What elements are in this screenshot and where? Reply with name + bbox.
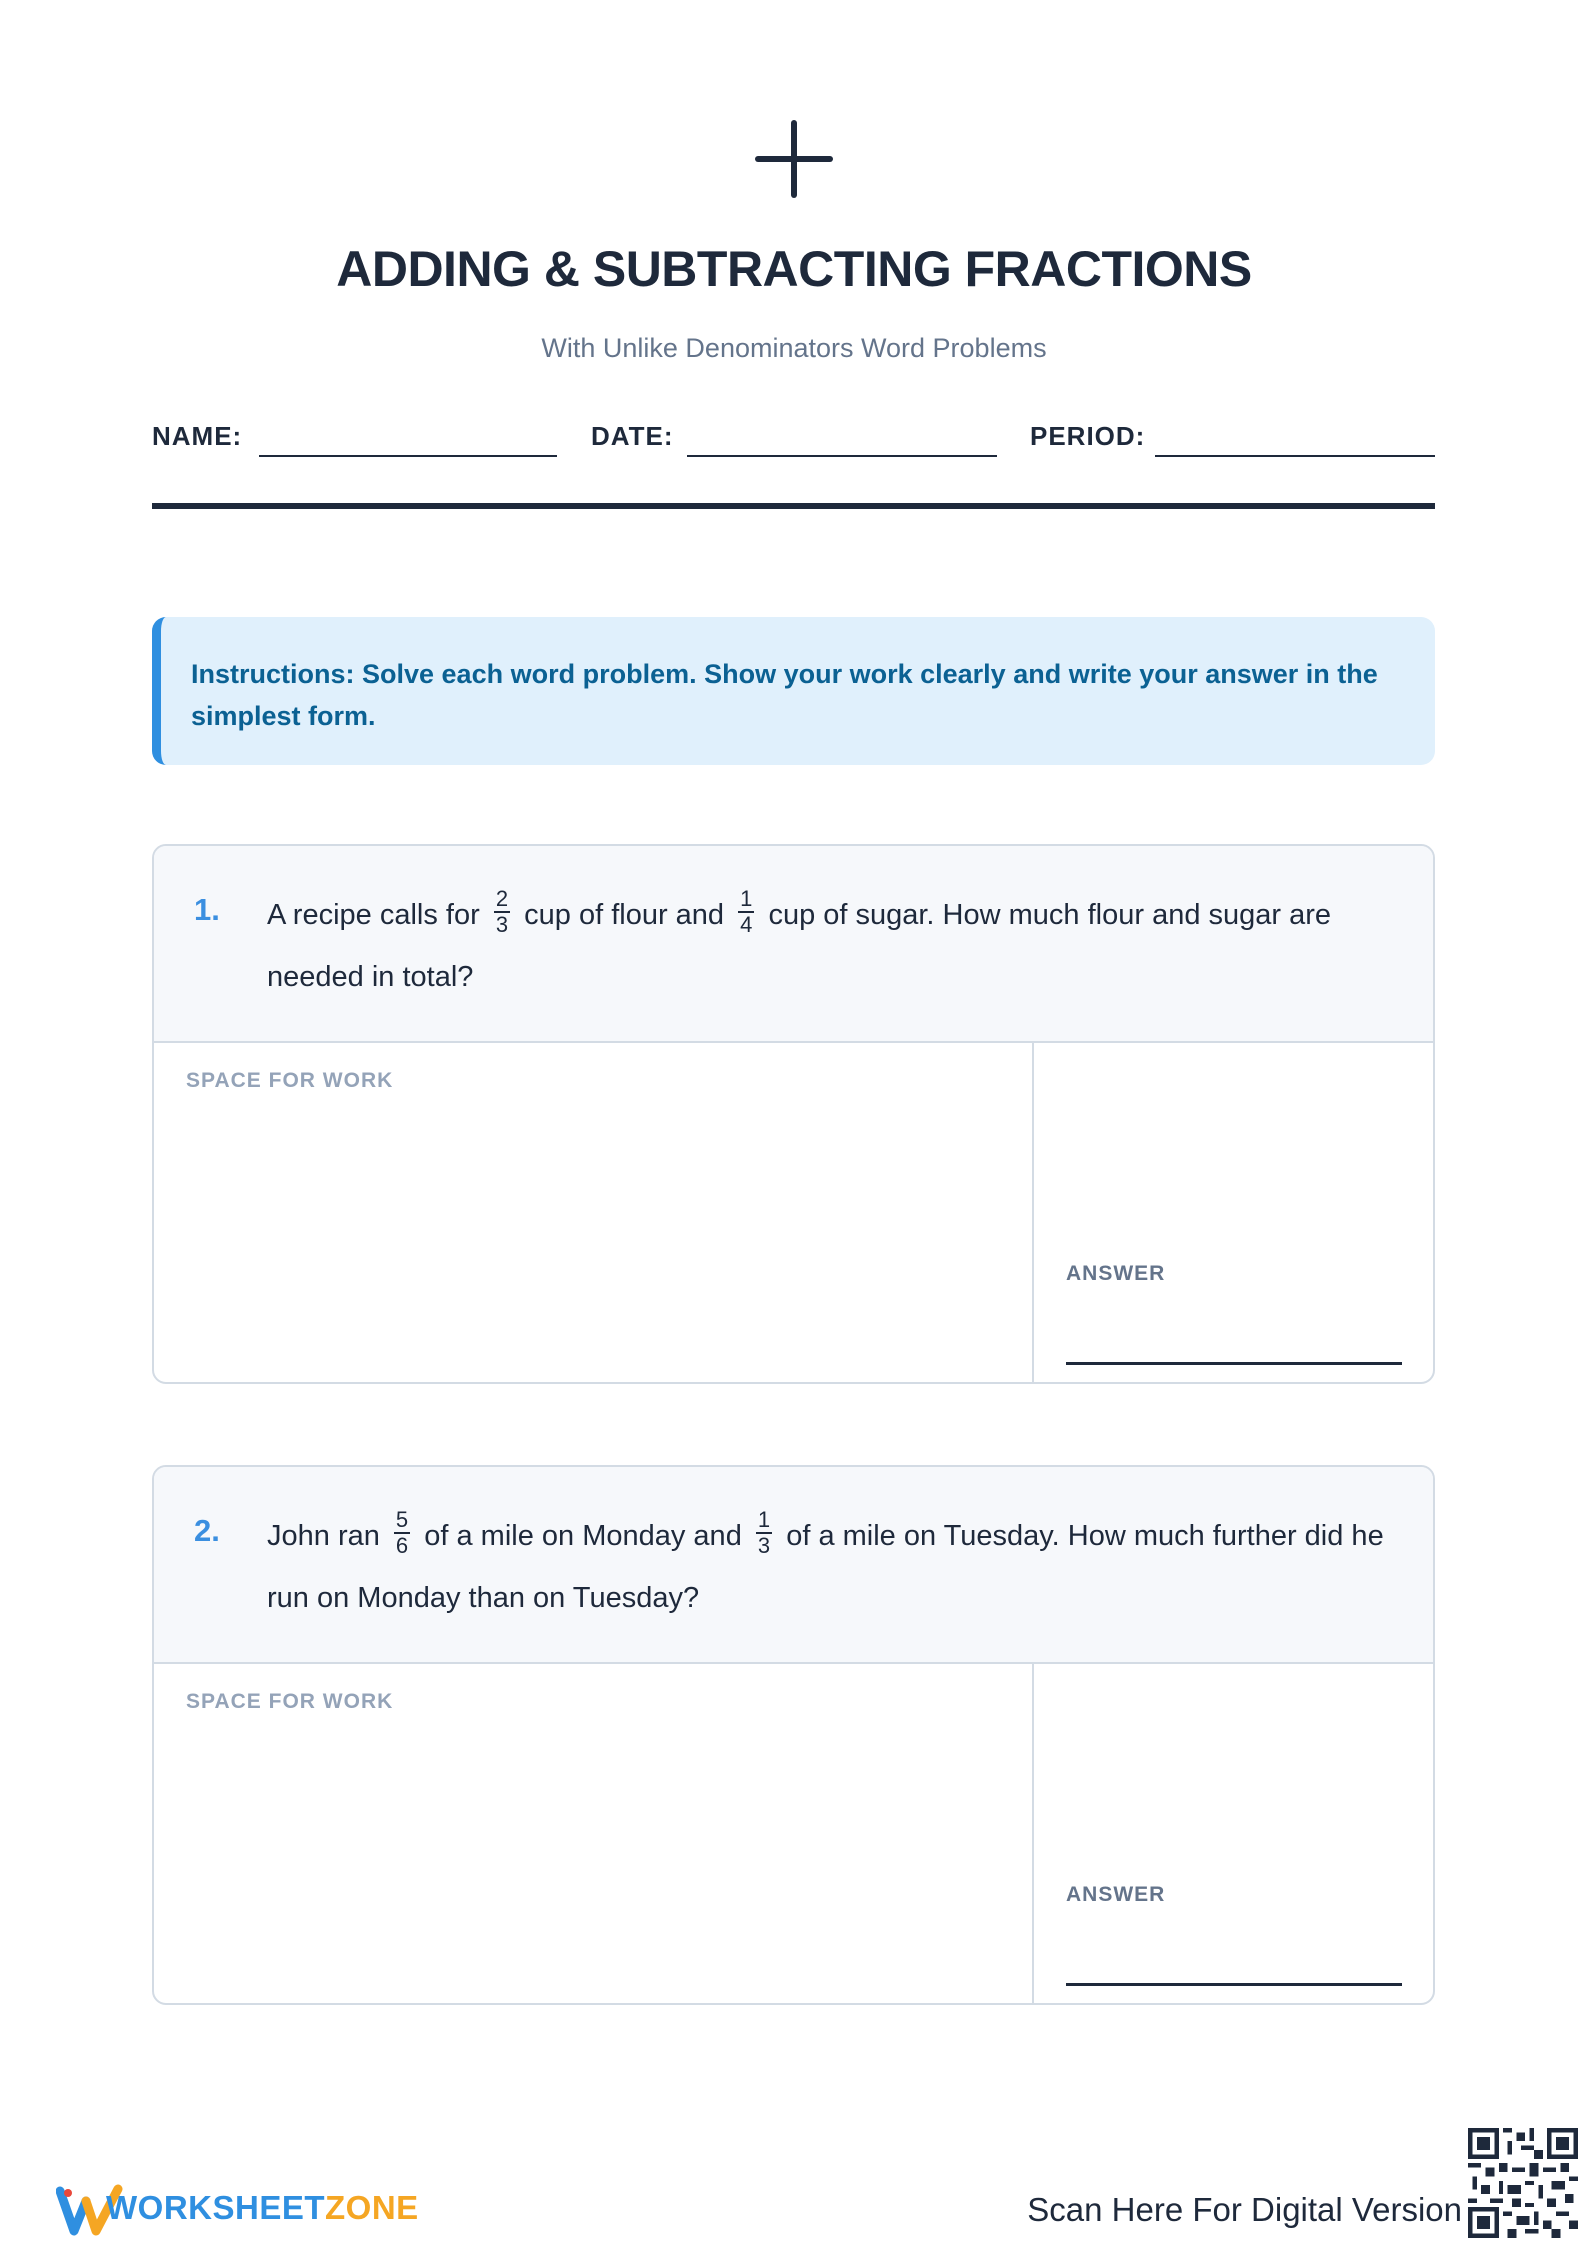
problem-header	[154, 846, 1433, 1043]
worksheet-subtitle: With Unlike Denominators Word Problems	[541, 333, 1047, 363]
work-space[interactable]	[154, 1043, 1034, 1384]
scan-text: Scan Here For Digital Version	[1027, 2191, 1462, 2228]
brand-name-part2: ZONE	[325, 2189, 419, 2226]
answer-area	[1034, 1664, 1435, 2005]
answer-label: ANSWER	[1066, 1262, 1166, 1285]
fraction	[738, 887, 754, 937]
problem-text	[267, 884, 1397, 1008]
worksheet-title: ADDING & SUBTRACTING FRACTIONS	[336, 241, 1252, 297]
answer-field[interactable]	[1066, 1983, 1402, 1986]
problem-text-part: cup of sugar. How much flour and sugar are needed in total?	[267, 899, 1332, 993]
problem-text-part: John ran	[267, 1520, 380, 1552]
period-label: PERIOD:	[1030, 421, 1146, 451]
work-label: SPACE FOR WORK	[186, 1069, 394, 1092]
name-label: NAME:	[152, 421, 243, 451]
fraction-denominator: 3	[757, 1533, 771, 1559]
problem-card-2	[152, 1465, 1435, 2005]
fraction-numerator: 2	[495, 886, 509, 912]
problem-number: 1.	[194, 892, 220, 927]
name-field[interactable]	[259, 455, 557, 457]
fraction	[494, 887, 510, 937]
date-label: DATE:	[591, 421, 674, 451]
answer-label: ANSWER	[1066, 1883, 1166, 1906]
problem-number: 2.	[194, 1513, 220, 1548]
work-label: SPACE FOR WORK	[186, 1690, 394, 1713]
fraction-numerator: 5	[395, 1507, 409, 1533]
problem-text	[267, 1505, 1397, 1629]
answer-area	[1034, 1043, 1435, 1384]
answer-field[interactable]	[1066, 1362, 1402, 1365]
fraction-denominator: 6	[395, 1533, 409, 1559]
problem-text-part: of a mile on Monday and	[424, 1520, 742, 1552]
fraction-numerator: 1	[757, 1507, 771, 1533]
brand-name-part1: WORKSHEET	[106, 2189, 325, 2226]
work-space[interactable]	[154, 1664, 1034, 2005]
date-field[interactable]	[687, 455, 997, 457]
fraction-numerator: 1	[740, 886, 753, 912]
fraction-denominator: 3	[495, 912, 509, 938]
instructions-text: Instructions: Solve each word problem. Show your work clearly and write your answer in the simplest form.	[191, 659, 1378, 731]
problem-text-part: of a mile on Tuesday. How much further did he run on Monday than on Tuesday?	[267, 1520, 1384, 1614]
fraction-denominator: 4	[740, 912, 753, 938]
period-field[interactable]	[1155, 455, 1435, 457]
problem-text-part: cup of flour and	[524, 899, 725, 931]
problem-card-1	[152, 844, 1435, 1384]
qr-code-icon[interactable]	[1468, 2128, 1578, 2238]
plus-icon	[754, 119, 834, 199]
header-divider	[152, 503, 1435, 509]
problem-text-part: A recipe calls for	[267, 899, 480, 931]
problem-header	[154, 1467, 1433, 1664]
fraction	[756, 1508, 772, 1558]
instructions-box	[152, 617, 1435, 765]
brand-name[interactable]	[106, 2189, 419, 2227]
fraction	[394, 1508, 410, 1558]
